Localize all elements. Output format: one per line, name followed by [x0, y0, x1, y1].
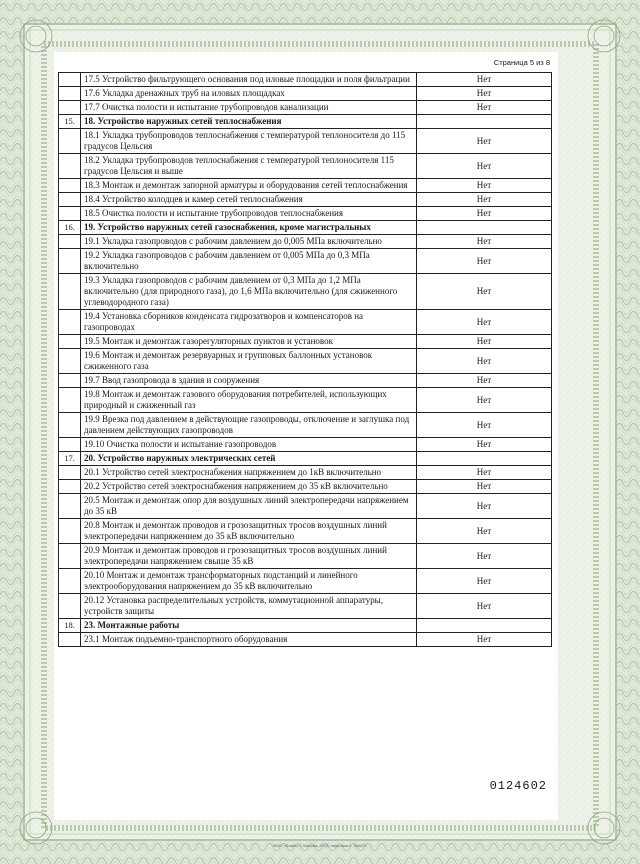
- work-name: 18. Устройство наружных сетей теплоснабжения: [81, 115, 417, 129]
- work-status: Нет: [417, 569, 552, 594]
- work-status: Нет: [417, 633, 552, 647]
- work-name: 20.8 Монтаж и демонтаж проводов и грозозащитных тросов воздушных линий электропередачи напряжением до 35 кВ включительно: [81, 519, 417, 544]
- work-name: 18.5 Очистка полости и испытание трубопроводов теплоснабжения: [81, 207, 417, 221]
- work-name: 17.6 Укладка дренажных труб на иловых площадках: [81, 87, 417, 101]
- row-number: [59, 310, 81, 335]
- work-name: 19.2 Укладка газопроводов с рабочим давлением от 0,005 МПа до 0,3 МПа включительно: [81, 249, 417, 274]
- table-row: [59, 235, 552, 249]
- works-table: [58, 72, 552, 647]
- row-number: [59, 249, 81, 274]
- table-row: [59, 519, 552, 544]
- table-row: [59, 480, 552, 494]
- row-number: [59, 101, 81, 115]
- row-number: [59, 274, 81, 310]
- table-row: [59, 633, 552, 647]
- row-number: [59, 235, 81, 249]
- row-number: [59, 544, 81, 569]
- work-name: 19. Устройство наружных сетей газоснабжения, кроме магистральных: [81, 221, 417, 235]
- work-status: Нет: [417, 179, 552, 193]
- table-row: [59, 466, 552, 480]
- work-status: Нет: [417, 594, 552, 619]
- page-number: Страница 5 из 8: [493, 58, 550, 67]
- table-section-row: [59, 452, 552, 466]
- work-name: 20.1 Устройство сетей электроснабжения напряжением до 1кВ включительно: [81, 466, 417, 480]
- table-row: [59, 349, 552, 374]
- row-number: [59, 87, 81, 101]
- work-status: Нет: [417, 193, 552, 207]
- work-status: Нет: [417, 154, 552, 179]
- row-number: [59, 193, 81, 207]
- row-number: [59, 73, 81, 87]
- row-number: [59, 179, 81, 193]
- row-number: [59, 374, 81, 388]
- row-number: [59, 519, 81, 544]
- row-number: [59, 129, 81, 154]
- work-name: 17.7 Очистка полости и испытание трубопроводов канализации: [81, 101, 417, 115]
- row-number: [59, 349, 81, 374]
- row-number: [59, 438, 81, 452]
- work-status: [417, 221, 552, 235]
- work-status: [417, 452, 552, 466]
- table-row: [59, 569, 552, 594]
- row-number: [59, 154, 81, 179]
- table-row: [59, 494, 552, 519]
- row-number: 18.: [59, 619, 81, 633]
- work-name: 19.10 Очистка полости и испытание газопроводов: [81, 438, 417, 452]
- row-number: [59, 594, 81, 619]
- work-name: 19.8 Монтаж и демонтаж газового оборудования потребителей, использующих природный и сжиженный газ: [81, 388, 417, 413]
- row-number: [59, 633, 81, 647]
- table-row: [59, 413, 552, 438]
- work-name: 23. Монтажные работы: [81, 619, 417, 633]
- work-name: 19.9 Врезка под давлением в действующие газопроводы, отключение и заглушка под давлением действующих газопроводов: [81, 413, 417, 438]
- work-name: 20.5 Монтаж и демонтаж опор для воздушных линий электропередачи напряжением до 35 кВ: [81, 494, 417, 519]
- footer-imprint: ФОО «Бланк» г. Москва, 2015, лицензия л. №4574: [273, 843, 367, 848]
- work-status: Нет: [417, 335, 552, 349]
- work-name: 19.3 Укладка газопроводов с рабочим давлением от 0,3 МПа до 1,2 МПа включительно (для природного газа), до 1,6 МПа включительно (для сжиженного углеводородного газа): [81, 274, 417, 310]
- row-number: [59, 413, 81, 438]
- work-status: Нет: [417, 466, 552, 480]
- row-number: [59, 569, 81, 594]
- work-name: 20.10 Монтаж и демонтаж трансформаторных подстанций и линейного электрооборудования напряжением до 35 кВ включительно: [81, 569, 417, 594]
- table-row: [59, 544, 552, 569]
- work-name: 19.7 Ввод газопровода в здания и сооружения: [81, 374, 417, 388]
- table-row: [59, 249, 552, 274]
- table-row: [59, 101, 552, 115]
- table-row: [59, 310, 552, 335]
- table-row: [59, 335, 552, 349]
- work-status: Нет: [417, 349, 552, 374]
- table-row: [59, 154, 552, 179]
- table-row: [59, 388, 552, 413]
- work-name: 19.6 Монтаж и демонтаж резервуарных и групповых баллонных установок сжиженного газа: [81, 349, 417, 374]
- row-number: [59, 480, 81, 494]
- work-name: 17.5 Устройство фильтрующего основания под иловые площадки и поля фильтрации: [81, 73, 417, 87]
- row-number: [59, 335, 81, 349]
- table-row: [59, 594, 552, 619]
- work-name: 19.1 Укладка газопроводов с рабочим давлением до 0,005 МПа включительно: [81, 235, 417, 249]
- work-name: 20.12 Установка распределительных устройств, коммутационной аппаратуры, устройств защиты: [81, 594, 417, 619]
- table-row: [59, 207, 552, 221]
- work-status: Нет: [417, 438, 552, 452]
- serial-number: 0124602: [489, 779, 547, 793]
- table-section-row: [59, 221, 552, 235]
- work-status: Нет: [417, 73, 552, 87]
- table-row: [59, 73, 552, 87]
- work-name: 20. Устройство наружных электрических сетей: [81, 452, 417, 466]
- work-status: Нет: [417, 129, 552, 154]
- table-row: [59, 179, 552, 193]
- work-name: 20.9 Монтаж и демонтаж проводов и грозозащитных тросов воздушных линий электропередачи напряжением свыше 35 кВ: [81, 544, 417, 569]
- table-row: [59, 87, 552, 101]
- work-status: Нет: [417, 374, 552, 388]
- work-status: Нет: [417, 87, 552, 101]
- work-status: [417, 115, 552, 129]
- table-section-row: [59, 619, 552, 633]
- work-name: 18.4 Устройство колодцев и камер сетей теплоснабжения: [81, 193, 417, 207]
- table-section-row: [59, 115, 552, 129]
- row-number: 15.: [59, 115, 81, 129]
- row-number: [59, 207, 81, 221]
- work-status: Нет: [417, 388, 552, 413]
- table-row: [59, 274, 552, 310]
- table-row: [59, 193, 552, 207]
- work-status: Нет: [417, 207, 552, 221]
- work-status: Нет: [417, 494, 552, 519]
- row-number: 16.: [59, 221, 81, 235]
- work-status: [417, 619, 552, 633]
- work-name: 18.3 Монтаж и демонтаж запорной арматуры и оборудования сетей теплоснабжения: [81, 179, 417, 193]
- work-status: Нет: [417, 480, 552, 494]
- row-number: [59, 494, 81, 519]
- row-number: [59, 466, 81, 480]
- table-row: [59, 129, 552, 154]
- work-status: Нет: [417, 235, 552, 249]
- row-number: [59, 388, 81, 413]
- work-name: 20.2 Устройство сетей электроснабжения напряжением до 35 кВ включительно: [81, 480, 417, 494]
- work-name: 19.5 Монтаж и демонтаж газорегуляторных пунктов и установок: [81, 335, 417, 349]
- work-name: 18.1 Укладка трубопроводов теплоснабжения с температурой теплоносителя до 115 градусов Цельсия: [81, 129, 417, 154]
- row-number: 17.: [59, 452, 81, 466]
- work-status: Нет: [417, 544, 552, 569]
- work-status: Нет: [417, 519, 552, 544]
- work-status: Нет: [417, 274, 552, 310]
- work-status: Нет: [417, 310, 552, 335]
- work-status: Нет: [417, 249, 552, 274]
- work-status: Нет: [417, 413, 552, 438]
- table-row: [59, 374, 552, 388]
- work-name: 18.2 Укладка трубопроводов теплоснабжения с температурой теплоносителя 115 градусов Цельсия и выше: [81, 154, 417, 179]
- work-name: 19.4 Установка сборников конденсата гидрозатворов и компенсаторов на газопроводах: [81, 310, 417, 335]
- work-status: Нет: [417, 101, 552, 115]
- table-row: [59, 438, 552, 452]
- work-name: 23.1 Монтаж подъемно-транспортного оборудования: [81, 633, 417, 647]
